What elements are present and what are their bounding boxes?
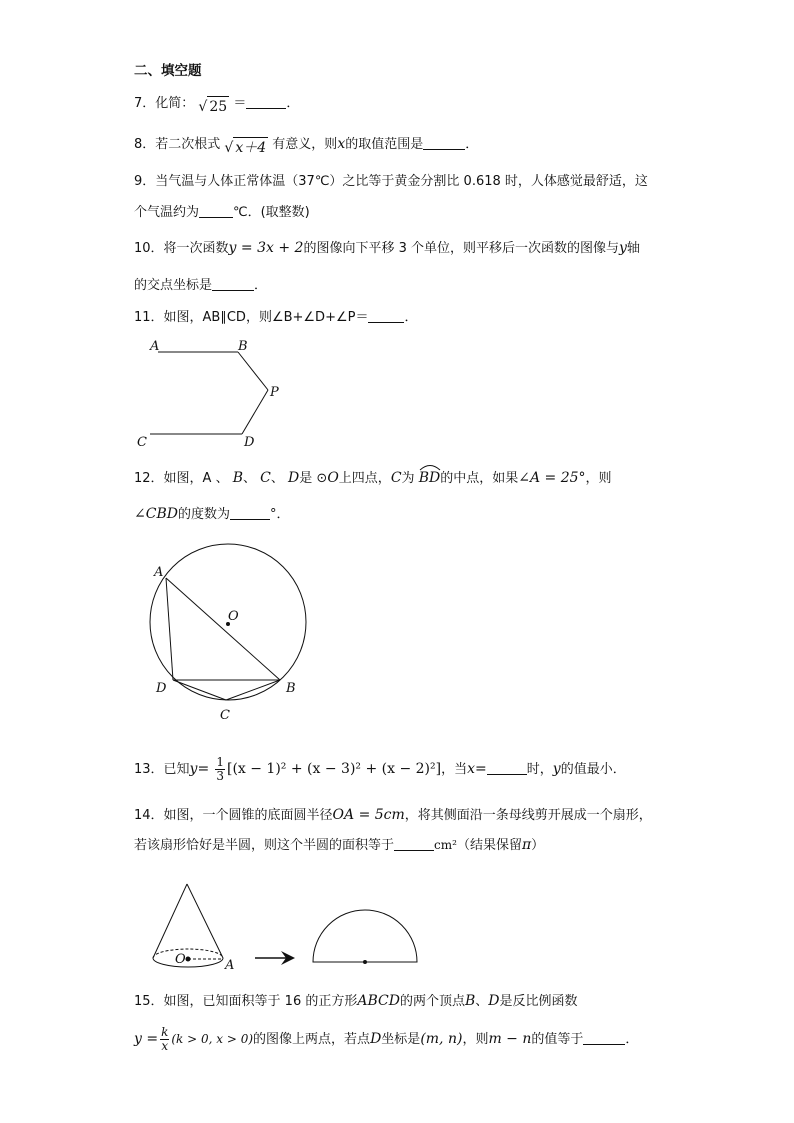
q10-end: ． (254, 278, 268, 293)
question-12-line1 (134, 469, 612, 488)
q7-text: 7．化简： (134, 96, 195, 111)
q8-sqrt: √ x＋4 (224, 137, 268, 157)
q14-line1-pre: 14．如图，一个圆锥的底面圆半径 (134, 808, 333, 823)
q11-label-b: B (238, 339, 248, 354)
q14-cone-center-dot (186, 957, 191, 962)
question-7 (134, 94, 299, 116)
q15-b: B (464, 993, 476, 1009)
q12-mid1: 是 ⊙ (299, 471, 328, 486)
q15-cond: (k > 0, x > 0) (171, 1032, 254, 1046)
q15-fraction (160, 1026, 169, 1053)
q15-abcd: ABCD (357, 993, 400, 1009)
q12-pre: 12．如图，A 、 (134, 471, 229, 486)
q13-x: x (467, 761, 476, 777)
q14-semicircle (313, 910, 417, 962)
q12-b: B (232, 470, 244, 486)
q12-answer-blank[interactable] (230, 505, 270, 520)
q8-pre: 8．若二次根式 (134, 137, 221, 152)
question-14-line2 (134, 836, 544, 855)
q11-end: ． (404, 310, 418, 325)
q10-mid: 的图像向下平移 3 个单位，则平移后一次函数的图像与 (303, 241, 619, 256)
q13-pre: 13．已知 (134, 762, 190, 777)
q12-c: C (260, 470, 271, 486)
q15-num: k (161, 1025, 169, 1039)
q8-var: x (337, 136, 346, 152)
q12-mid3: 为 (401, 471, 415, 486)
q14-label-a: A (225, 958, 235, 973)
q14-answer-blank[interactable] (394, 836, 434, 851)
q8-mid2: 的取值范围是 (345, 137, 424, 152)
q10-pre: 10．将一次函数 (134, 241, 229, 256)
q15-end: 的值等于 (531, 1032, 584, 1047)
q14-cone-right-side (187, 884, 223, 958)
question-12-line2 (134, 505, 290, 524)
question-10-line2 (134, 276, 267, 295)
q7-answer-blank[interactable] (246, 94, 286, 109)
q12-arc-label: BD (418, 470, 441, 486)
q13-end: 的值最小． (560, 762, 626, 777)
q9-pre: 个气温约为 (134, 205, 200, 220)
q15-answer-blank[interactable] (583, 1030, 625, 1045)
q15-d: D (488, 993, 500, 1009)
question-10-line1 (134, 239, 640, 258)
q11-figure (130, 334, 300, 452)
question-15-line1 (134, 992, 578, 1011)
q7-radicand: 25 (207, 96, 229, 116)
q11-label-p: P (270, 385, 279, 400)
q14-figure (145, 878, 435, 973)
q12-figure (140, 542, 320, 727)
q14-cone-left-side (153, 884, 187, 958)
question-9-line1: 9．当气温与人体正常体温（37℃）之比等于黄金分割比 0.618 时，人体感觉最舒适，这 (134, 174, 648, 189)
q14-line2-end: （结果保留 (456, 838, 522, 853)
q13-eq: = (197, 761, 210, 777)
q15-sep: 、 (475, 994, 489, 1009)
q11-segment-bp (238, 352, 268, 390)
question-13 (134, 754, 626, 784)
q13-den: 3 (216, 769, 224, 783)
q12-angle: ∠A = 25° (518, 470, 586, 486)
q14-line1-end: ，将其侧面沿一条母线剪开展成一个扇形， (404, 808, 652, 823)
q7-eq: ＝ (233, 96, 247, 111)
q7-sqrt: √ 25 (198, 96, 229, 116)
q10-var: y (618, 240, 627, 256)
q13-y: y (189, 761, 198, 777)
q13-expr: [(x − 1)² + (x − 3)² + (x − 2)²] (226, 761, 442, 777)
q15-stop: ． (625, 1032, 639, 1047)
q12-label-o: O (228, 609, 239, 624)
q12-line2-end: °． (269, 507, 290, 522)
q12-mid2: 上四点， (338, 471, 391, 486)
q8-radicand: x＋4 (233, 137, 268, 157)
question-8 (134, 135, 478, 157)
q12-sep1: 、 (243, 471, 257, 486)
q14-semicircle-center-dot (363, 960, 367, 964)
q12-d: D (288, 470, 300, 486)
q15-mid3: ，则 (462, 1032, 489, 1047)
q12-o: O (327, 470, 339, 486)
question-9-line2 (134, 203, 310, 222)
q8-mid1: 有意义，则 (272, 137, 338, 152)
question-14-line1 (134, 806, 652, 825)
q13-fraction (215, 756, 225, 783)
q13-answer-blank[interactable] (487, 760, 527, 775)
q8-answer-blank[interactable] (423, 135, 465, 150)
q12-arc (419, 469, 441, 488)
q12-line2-angle: ∠CBD (134, 506, 178, 522)
q15-line1-mid: 的两个顶点 (399, 994, 465, 1009)
q13-eq2: = (475, 761, 487, 777)
q12-label-a: A (154, 565, 164, 580)
q15-y: y = (134, 1031, 159, 1047)
q15-coord: (m, n) (420, 1031, 463, 1047)
q14-line2-pre: 若该扇形恰好是半圆，则这个半圆的面积等于 (134, 838, 395, 853)
q12-c2: C (390, 470, 402, 486)
q12-line2-mid: 的度数为 (177, 507, 230, 522)
q11-answer-blank[interactable] (368, 308, 404, 323)
q10-answer-blank[interactable] (212, 276, 254, 291)
q10-line2-pre: 的交点坐标是 (134, 278, 213, 293)
q10-func: y = 3x + 2 (228, 240, 304, 256)
q11-label-d: D (244, 435, 255, 450)
q14-pi: π (521, 837, 532, 853)
q15-mid: 的图像上两点，若点 (253, 1032, 371, 1047)
q15-line1-end: 是反比例函数 (499, 994, 578, 1009)
q9-answer-blank[interactable] (199, 203, 233, 218)
q12-label-d: D (156, 681, 167, 696)
q13-num: 1 (216, 755, 224, 769)
q12-segment-ad (166, 578, 173, 680)
q12-segment-cb (226, 680, 280, 700)
q14-unit: cm² (434, 838, 457, 852)
q13-mid2: 时， (526, 762, 553, 777)
q9-end: ℃．(取整数) (233, 205, 310, 220)
q12-mid4: 的中点，如果 (440, 471, 519, 486)
q8-end: ． (465, 137, 479, 152)
q15-d2: D (370, 1031, 382, 1047)
q14-oa: OA = 5cm (332, 807, 405, 823)
q7-end: ． (286, 96, 300, 111)
section-title: 二、填空题 (134, 63, 202, 79)
q12-label-b: B (286, 681, 296, 696)
q11-label-c: C (137, 435, 147, 450)
q13-y2: y (552, 761, 561, 777)
q15-line1-pre: 15．如图，已知面积等于 16 的正方形 (134, 994, 358, 1009)
q13-mid: ，当 (441, 762, 468, 777)
question-11 (134, 308, 417, 327)
q12-arc-mark (419, 463, 441, 471)
question-15-line2 (134, 1024, 638, 1054)
q12-segment-dc (173, 680, 226, 700)
q11-segment-pd (242, 390, 268, 434)
q15-mid2: 坐标是 (381, 1032, 421, 1047)
q12-end1: ，则 (585, 471, 612, 486)
q10-axis: 轴 (626, 241, 640, 256)
q12-label-c: C (220, 708, 230, 723)
q14-close: ） (531, 838, 545, 853)
q11-label-a: A (150, 339, 160, 354)
q12-sep2: 、 (270, 471, 284, 486)
q11-text: 11．如图，AB∥CD，则∠B+∠D+∠P＝ (134, 310, 369, 325)
q15-den: x (161, 1039, 169, 1053)
q15-expr: m − n (488, 1031, 532, 1047)
q14-label-o: O (175, 952, 186, 967)
q12-segment-ab (166, 578, 280, 680)
